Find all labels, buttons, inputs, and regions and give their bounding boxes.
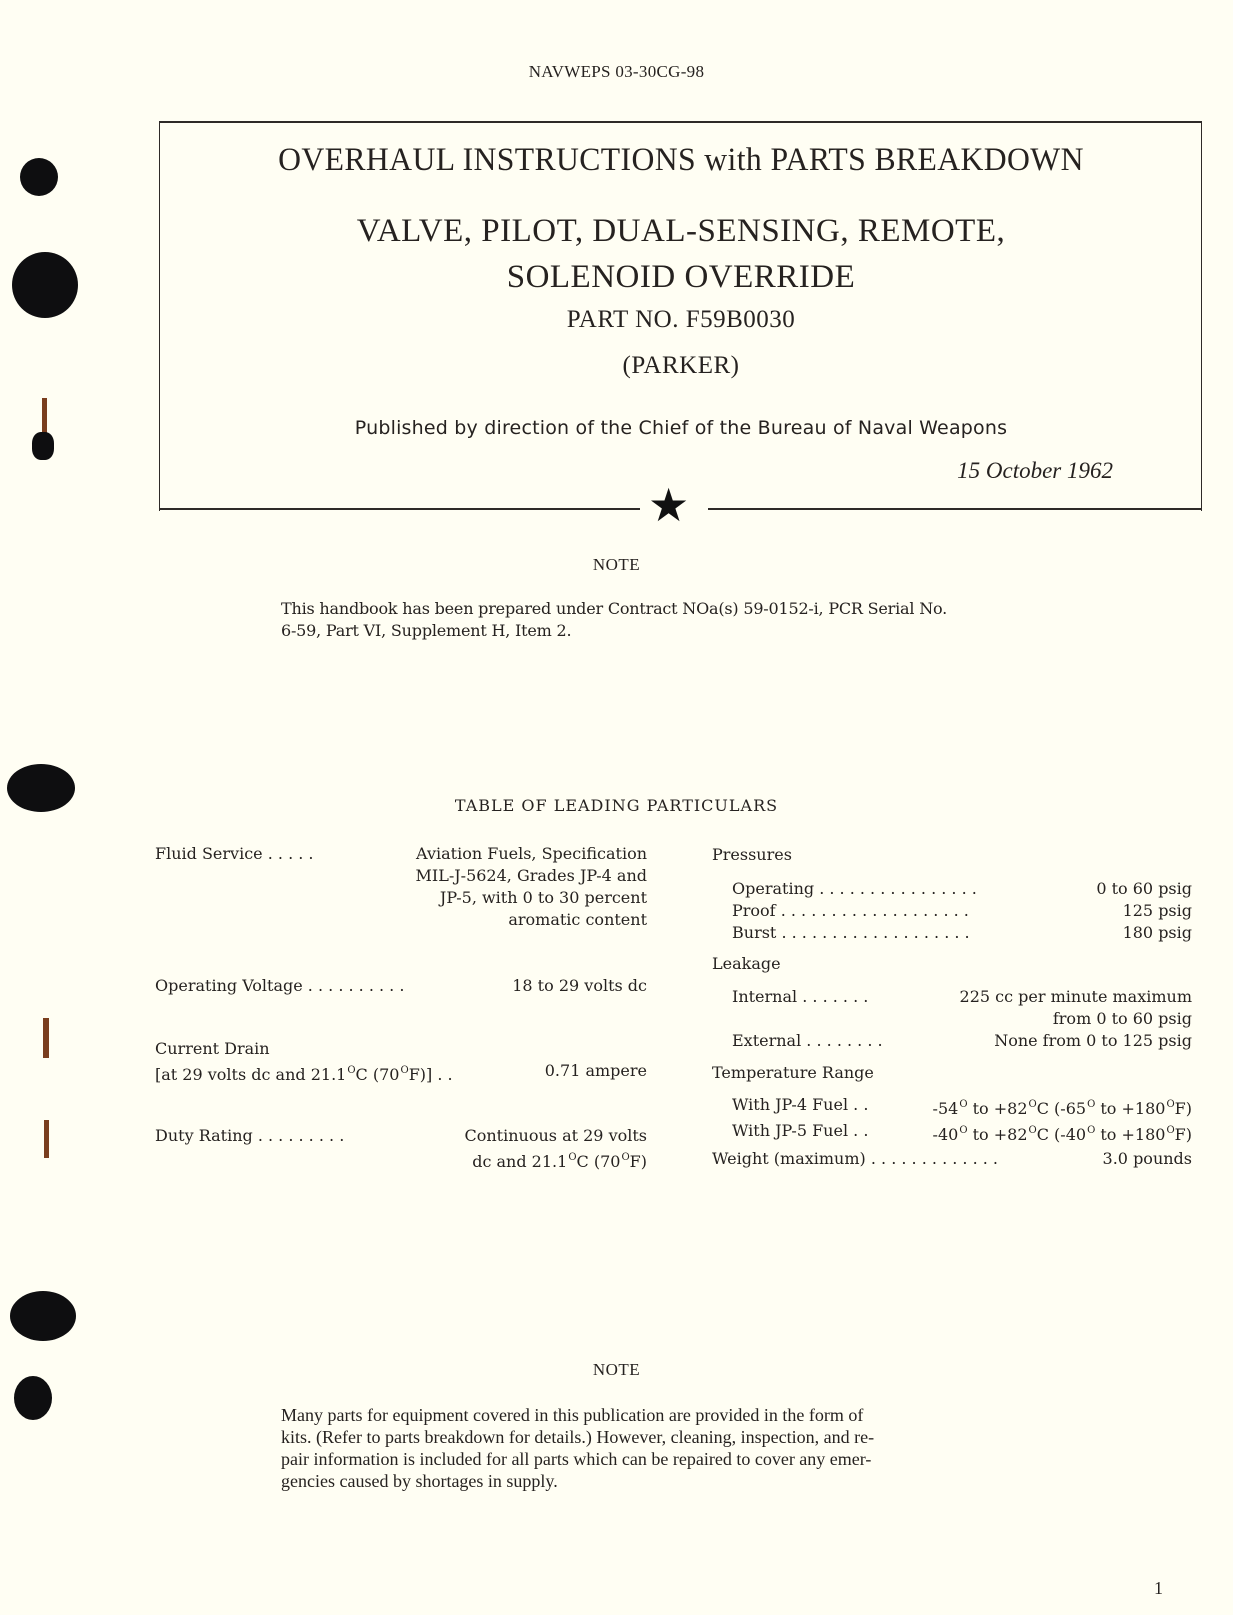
- leakage-external-row: External . . . . . . . . None from 0 to 125 psig: [732, 1031, 1192, 1050]
- leakage-heading: Leakage: [712, 954, 781, 973]
- pressures-heading: Pressures: [712, 845, 792, 864]
- duty-rating-value: Continuous at 29 volts dc and $21.1^OC$ $(70^OF)$: [464, 1126, 647, 1171]
- weight-value: 3.0 pounds: [1102, 1149, 1192, 1168]
- divider-line-left: [159, 508, 640, 510]
- fluid-service-label: Fluid Service . . . . .: [155, 844, 314, 863]
- binder-hole-1: [20, 158, 58, 196]
- temperature-heading: Temperature Range: [712, 1063, 874, 1082]
- main-title: OVERHAUL INSTRUCTIONS with PARTS BREAKDOWN: [278, 142, 1084, 178]
- item-title-line1: VALVE, PILOT, DUAL-SENSING, REMOTE,: [356, 213, 1006, 249]
- temperature-list: [732, 1094, 1192, 1146]
- note-line: 6-59, Part VI, Supplement H, Item 2.: [281, 621, 572, 640]
- weight-label: Weight (maximum): [712, 1149, 866, 1168]
- note-heading: NOTE: [592, 1360, 641, 1379]
- current-drain-value: 0.71 ampere: [544, 1061, 647, 1080]
- publication-date: 15 October 1962: [957, 458, 1113, 483]
- scan-artifact-blot: [32, 432, 54, 460]
- weight-row: Weight (maximum) . . . . . . . . . . . . . 3.0 pounds: [712, 1149, 1192, 1168]
- operating-voltage-row: Operating Voltage . . . . . . . . . . 18 to 29 volts dc: [155, 976, 647, 995]
- part-number: PART NO. F59B0030: [566, 306, 796, 333]
- pressure-row: Operating . . . . . . . . . . . . . . . . 0 to 60 psig: [732, 879, 1192, 898]
- pressure-row: Burst . . . . . . . . . . . . . . . . . . . 180 psig: [732, 923, 1192, 942]
- scan-artifact: [44, 1120, 49, 1158]
- current-drain-row: [155, 1060, 647, 1086]
- manufacturer: (PARKER): [622, 352, 740, 379]
- duty-rating-label: Duty Rating . . . . . . . . .: [155, 1126, 345, 1145]
- pressures-list: [732, 878, 1192, 944]
- note-line: This handbook has been prepared under Contract NOa(s) 59-0152-i, PCR Serial No.: [281, 599, 948, 618]
- note-text: [281, 598, 1071, 642]
- note-line: pair information is included for all parts which can be repaired to cover any emer-: [281, 1449, 872, 1469]
- scan-artifact: [43, 1018, 49, 1058]
- operating-voltage-label: Operating Voltage: [155, 976, 303, 995]
- note-line: kits. (Refer to parts breakdown for details.) However, cleaning, inspection, and re-: [281, 1427, 875, 1447]
- page-number: 1: [1154, 1578, 1163, 1598]
- table-title: TABLE OF LEADING PARTICULARS: [454, 796, 779, 815]
- binder-hole-2: [12, 252, 78, 318]
- operating-voltage-value: 18 to 29 volts dc: [512, 976, 647, 995]
- published-by: Published by direction of the Chief of the Bureau of Naval Weapons: [354, 417, 1008, 439]
- temperature-jp5-row: With JP-5 Fuel . . $-40^O$ to $+82^OC$ ($-40^O$ to $+180^OF$): [732, 1121, 1192, 1144]
- note-line: gencies caused by shortages in supply.: [281, 1471, 558, 1491]
- note-line: Many parts for equipment covered in this publication are provided in the form of: [281, 1405, 864, 1425]
- leakage-internal-value-2: from 0 to 60 psig: [1052, 1009, 1192, 1028]
- item-title-line2: SOLENOID OVERRIDE: [506, 259, 856, 295]
- binder-hole-4: [10, 1291, 76, 1341]
- binder-hole-5: [14, 1376, 52, 1420]
- leakage-list: [732, 986, 1192, 1052]
- document-code: NAVWEPS 03-30CG-98: [528, 62, 705, 81]
- note-text: [281, 1404, 1071, 1492]
- temperature-jp4-row: With JP-4 Fuel . . $-54^O$ to $+82^OC$ ($-65^O$ to $+180^OF$): [732, 1095, 1192, 1118]
- item-title: [159, 208, 1203, 300]
- pressure-row: Proof . . . . . . . . . . . . . . . . . . . 125 psig: [732, 901, 1192, 920]
- fluid-service-value: Aviation Fuels, Specification MIL-J-5624, Grades JP-4 and JP-5, with 0 to 30 percent aromatic content: [415, 844, 647, 929]
- current-drain-condition: [at 29 volts dc and $21.1^OC$ $(70^OF)$] . .: [155, 1065, 453, 1084]
- leakage-internal-row: Internal . . . . . . . 225 cc per minute maximum: [732, 987, 1192, 1006]
- current-drain-label: Current Drain: [155, 1039, 270, 1058]
- note-heading: NOTE: [592, 555, 641, 574]
- divider-line-right: [708, 508, 1202, 510]
- star-icon: ★: [648, 478, 690, 532]
